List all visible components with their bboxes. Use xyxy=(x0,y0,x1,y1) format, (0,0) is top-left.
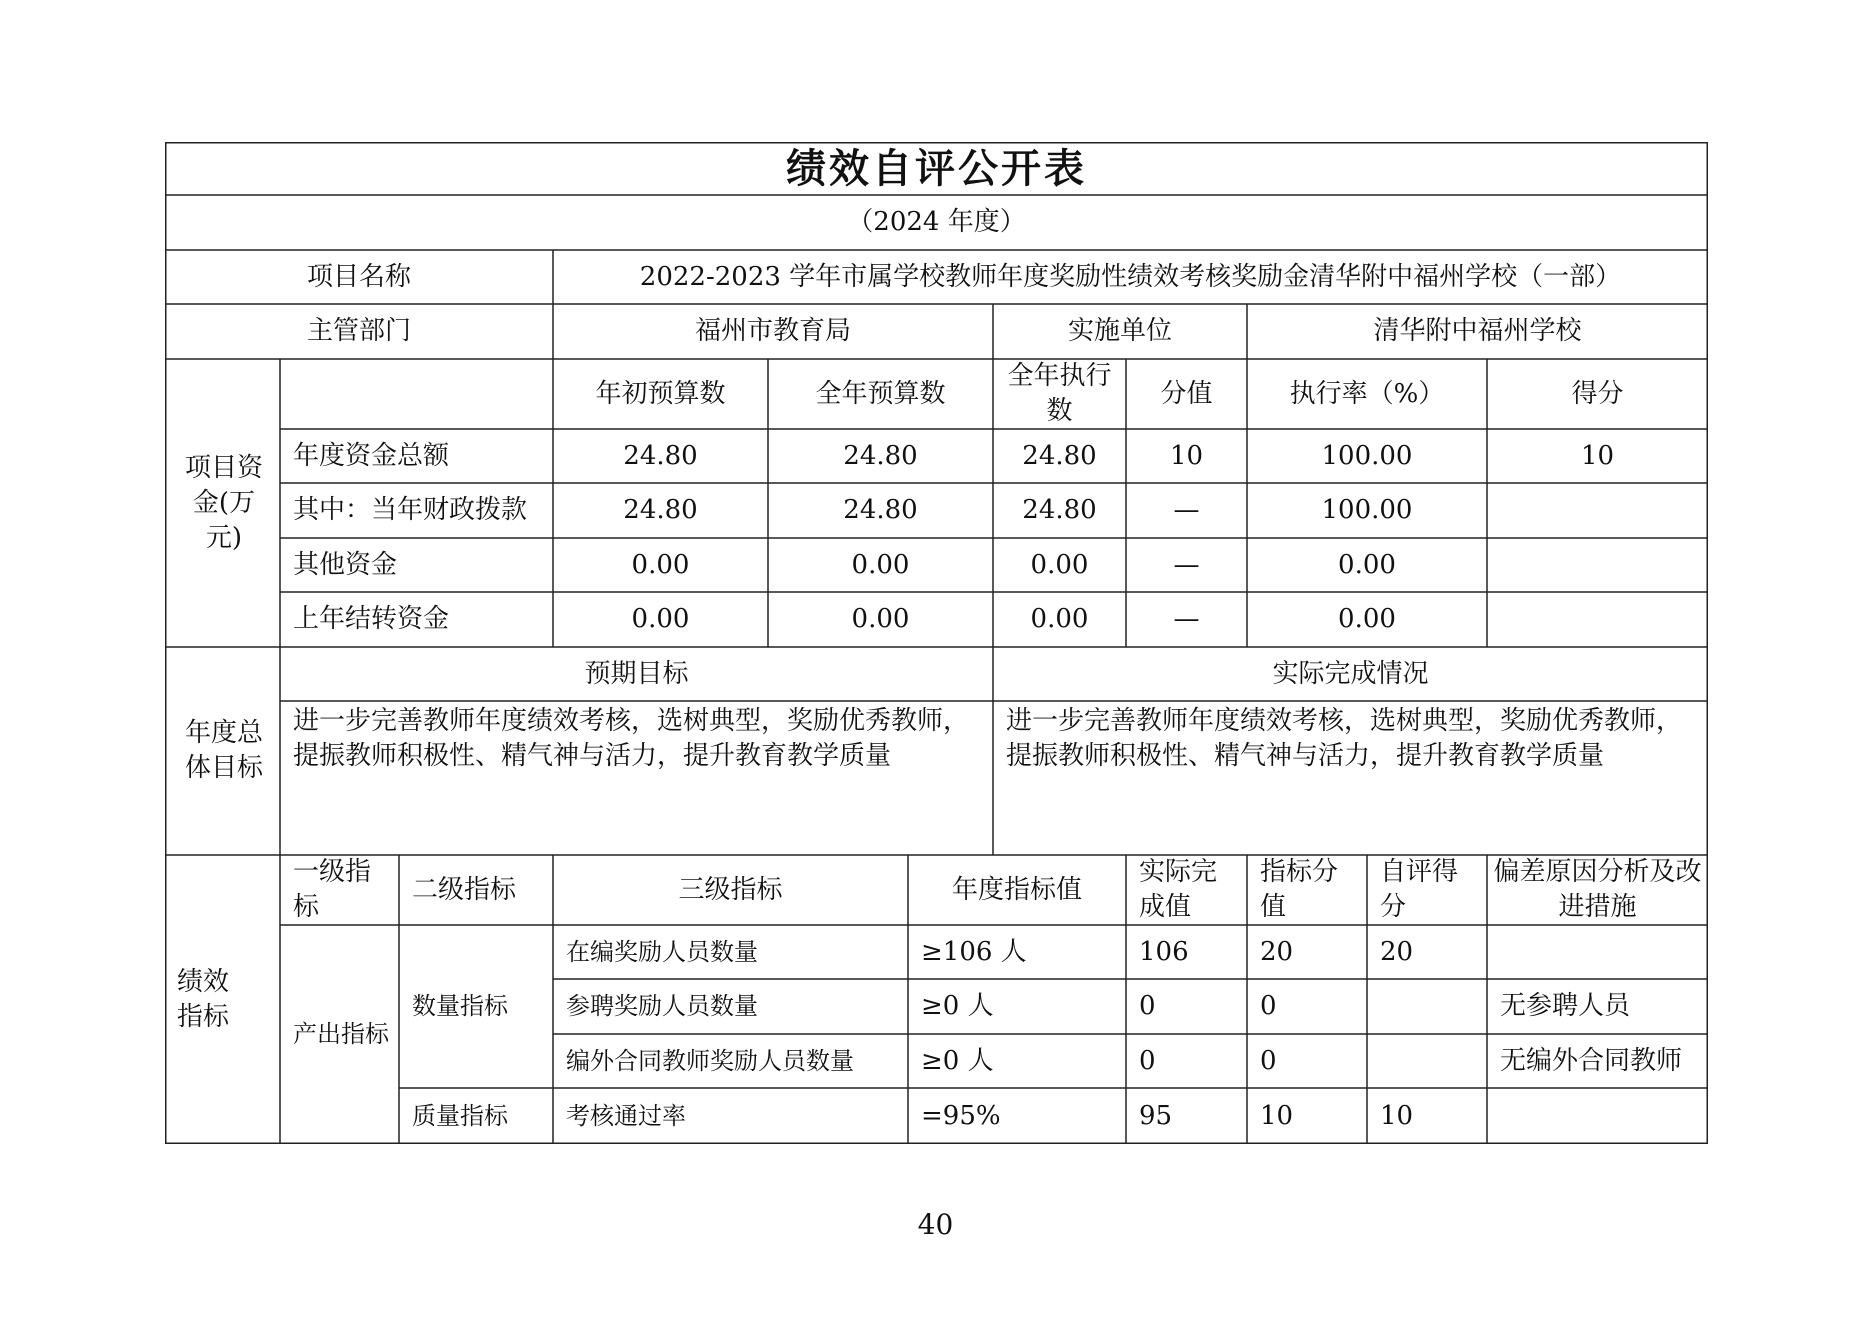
funds-cell: 24.80 xyxy=(623,495,698,525)
indicator-target: =95% xyxy=(921,1100,1001,1131)
report-year: （2024 年度） xyxy=(847,207,1026,237)
funds-cell: 10 xyxy=(1580,440,1615,471)
indicator-actual: 106 xyxy=(1139,936,1189,967)
indicator-target: ≥0 人 xyxy=(921,1045,994,1076)
funds-cell: — xyxy=(1173,495,1200,525)
indicator-score xyxy=(1367,1034,1487,1088)
funds-header: 全年执行数 xyxy=(1007,361,1112,426)
funds-cell: 0.00 xyxy=(1338,604,1396,634)
unit-label: 实施单位 xyxy=(1067,316,1172,346)
funds-cell: — xyxy=(1173,549,1200,580)
perf-header: 指标分值 xyxy=(1260,857,1339,922)
indicator-score: 20 xyxy=(1380,936,1414,967)
indicator-weight: 20 xyxy=(1260,936,1294,967)
indicator-note xyxy=(1487,925,1708,979)
funds-cell: 10 xyxy=(1169,440,1204,471)
indicator-target: ≥0 人 xyxy=(921,991,994,1021)
funds-row-label: 其他资金 xyxy=(293,549,398,580)
funds-cell xyxy=(1487,483,1708,538)
quality-indicator-group: 质量指标 xyxy=(412,1101,508,1130)
indicator-name: 在编奖励人员数量 xyxy=(566,937,758,966)
funds-header: 分值 xyxy=(1160,378,1213,409)
indicator-score xyxy=(1367,979,1487,1034)
funds-cell: 24.80 xyxy=(1022,495,1097,525)
funds-cell: 100.00 xyxy=(1321,495,1413,525)
funds-row-label: 其中：当年财政拨款 xyxy=(293,495,528,525)
funds-header: 执行率（%） xyxy=(1289,378,1445,409)
perf-header: 自评得分 xyxy=(1380,857,1459,922)
indicator-note: 无参聘人员 xyxy=(1500,991,1631,1021)
quantity-indicator-group: 数量指标 xyxy=(412,992,508,1020)
indicator-note: 无编外合同教师 xyxy=(1500,1045,1683,1076)
expected-goal-text: 进一步完善教师年度绩效考核，选树典型，奖励优秀教师，提振教师积极性、精气神与活力，提升教育教学质量 xyxy=(293,706,970,771)
funds-cell xyxy=(1487,538,1708,592)
perf-header: 一级指标 xyxy=(293,857,372,922)
perf-header: 偏差原因分析及改进措施 xyxy=(1493,857,1702,922)
funds-cell: 100.00 xyxy=(1321,440,1413,471)
perf-header: 实际完成值 xyxy=(1139,857,1218,922)
funds-cell: 24.80 xyxy=(843,440,918,471)
dept-value: 福州市教育局 xyxy=(694,316,851,346)
funds-header: 得分 xyxy=(1571,378,1624,409)
indicator-target: ≥106 人 xyxy=(921,936,1027,967)
funds-cell: 0.00 xyxy=(1030,549,1089,580)
actual-result-text: 进一步完善教师年度绩效考核，选树典型，奖励优秀教师，提振教师积极性、精气神与活力，提升教育教学质量 xyxy=(1006,706,1683,771)
funds-header: 全年预算数 xyxy=(815,378,946,409)
funds-cell xyxy=(1487,592,1708,647)
funds-cell: 0.00 xyxy=(851,549,910,580)
indicator-actual: 0 xyxy=(1139,1045,1156,1076)
indicator-weight: 0 xyxy=(1260,991,1277,1021)
funds-cell: 0.00 xyxy=(851,604,910,634)
perf-header: 年度指标值 xyxy=(951,874,1082,905)
indicator-weight: 0 xyxy=(1260,1045,1277,1076)
perf-header: 二级指标 xyxy=(412,874,517,905)
indicator-name: 参聘奖励人员数量 xyxy=(566,992,758,1020)
indicator-name: 考核通过率 xyxy=(566,1101,686,1130)
indicator-actual: 95 xyxy=(1139,1100,1173,1131)
expected-goal-header: 预期目标 xyxy=(584,658,689,689)
level1-indicator: 产出指标 xyxy=(293,1020,389,1048)
funds-cell: 24.80 xyxy=(1022,440,1097,471)
funds-cell: 0.00 xyxy=(1030,604,1089,634)
funds-cell: 24.80 xyxy=(843,495,918,525)
self-evaluation-table xyxy=(165,142,1708,1144)
indicator-note xyxy=(1487,1088,1708,1144)
performance-section-label: 绩效指标 xyxy=(176,966,229,1032)
indicator-score: 10 xyxy=(1380,1100,1414,1131)
funds-cell: 0.00 xyxy=(1338,549,1396,580)
dept-label: 主管部门 xyxy=(306,316,411,346)
funds-cell: 0.00 xyxy=(631,604,690,634)
funds-row-label: 年度资金总额 xyxy=(293,440,450,471)
perf-header: 三级指标 xyxy=(678,874,783,905)
indicator-actual: 0 xyxy=(1139,991,1156,1021)
funds-cell: 24.80 xyxy=(623,440,698,471)
funds-row-label: 上年结转资金 xyxy=(293,604,450,634)
funds-header: 年初预算数 xyxy=(595,378,726,409)
indicator-name: 编外合同教师奖励人员数量 xyxy=(566,1046,854,1075)
indicator-weight: 10 xyxy=(1260,1100,1294,1131)
goals-section-label: 年度总体目标 xyxy=(184,718,263,783)
funds-cell: 0.00 xyxy=(631,549,690,580)
funds-section-label: 项目资金(万元) xyxy=(184,452,263,553)
actual-result-header: 实际完成情况 xyxy=(1272,658,1429,689)
funds-cell: — xyxy=(1173,604,1200,634)
project-name-value: 2022-2023 学年市属学校教师年度奖励性绩效考核奖励金清华附中福州学校（一部） xyxy=(639,261,1622,292)
page-number: 40 xyxy=(917,1208,954,1241)
table-title: 绩效自评公开表 xyxy=(786,145,1087,192)
unit-value: 清华附中福州学校 xyxy=(1373,316,1582,346)
project-name-label: 项目名称 xyxy=(306,261,411,292)
